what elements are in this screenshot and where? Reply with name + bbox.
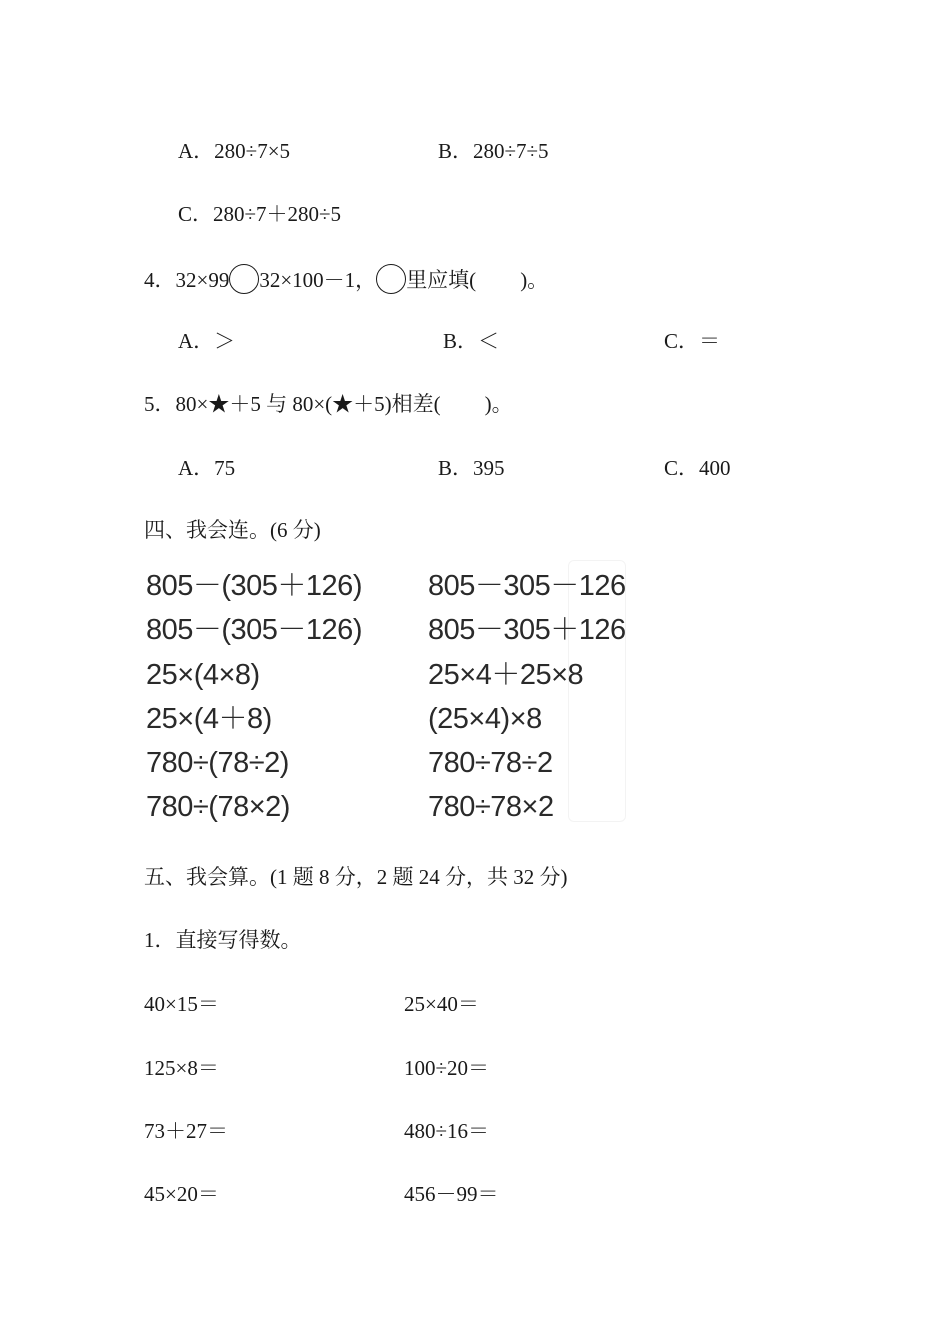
q4-part3: 里应填( — [406, 268, 477, 292]
match-left-expression: 780÷(78÷2) — [146, 747, 289, 779]
q5-stem — [144, 391, 513, 417]
q4-option-b: B．＜ — [443, 329, 500, 353]
q4-stem — [144, 264, 548, 294]
blank-circle-icon — [376, 264, 406, 294]
blank-circle-icon — [229, 264, 259, 294]
q4-number: 4． — [144, 268, 176, 292]
q5-stem-end: )。 — [484, 392, 513, 416]
calc-item: 45×20＝ — [144, 1182, 219, 1206]
q4-part1: 32×99 — [175, 268, 230, 292]
q5-option-b: B．395 — [438, 456, 505, 480]
section5-title: 五、我会算。(1 题 8 分，2 题 24 分，共 32 分) — [144, 865, 568, 889]
q3-option-b: B．280÷7÷5 — [438, 139, 549, 163]
match-right-expression: 780÷78×2 — [428, 791, 554, 823]
match-left-expression: 25×(4×8) — [146, 659, 260, 691]
calc-item: 100÷20＝ — [404, 1056, 490, 1080]
q5-option-c: C．400 — [664, 456, 731, 480]
q4-option-a: A．＞ — [178, 329, 236, 353]
calc-item: 73＋27＝ — [144, 1119, 228, 1143]
match-right-expression: (25×4)×8 — [428, 703, 542, 735]
calc-item: 456－99＝ — [404, 1182, 499, 1206]
match-right-expression: 805－305＋126 — [428, 614, 626, 646]
match-right-expression: 25×4＋25×8 — [428, 659, 584, 691]
q3-option-c: C．280÷7＋280÷5 — [178, 202, 342, 226]
match-left-expression: 25×(4＋8) — [146, 703, 272, 735]
match-right-expression: 805－305－126 — [428, 570, 626, 602]
calc-item: 40×15＝ — [144, 992, 219, 1016]
match-right-expression: 780÷78÷2 — [428, 747, 553, 779]
q3-option-a: A．280÷7×5 — [178, 139, 291, 163]
q4-option-c: C．＝ — [664, 329, 721, 353]
calc-item: 125×8＝ — [144, 1056, 219, 1080]
match-left-expression: 780÷(78×2) — [146, 791, 290, 823]
section5-subheading: 1．直接写得数。 — [144, 928, 302, 952]
q4-part4: )。 — [520, 268, 549, 292]
match-left-expression: 805－(305－126) — [146, 614, 362, 646]
q5-option-a: A．75 — [178, 456, 236, 480]
calc-item: 480÷16＝ — [404, 1119, 490, 1143]
match-left-expression: 805－(305＋126) — [146, 570, 362, 602]
q4-part2: 32×100－1， — [259, 268, 377, 292]
calc-item: 25×40＝ — [404, 992, 479, 1016]
q5-stem-start: 5．80×★＋5 与 80×(★＋5)相差( — [144, 392, 441, 416]
section4-title: 四、我会连。(6 分) — [144, 518, 321, 542]
